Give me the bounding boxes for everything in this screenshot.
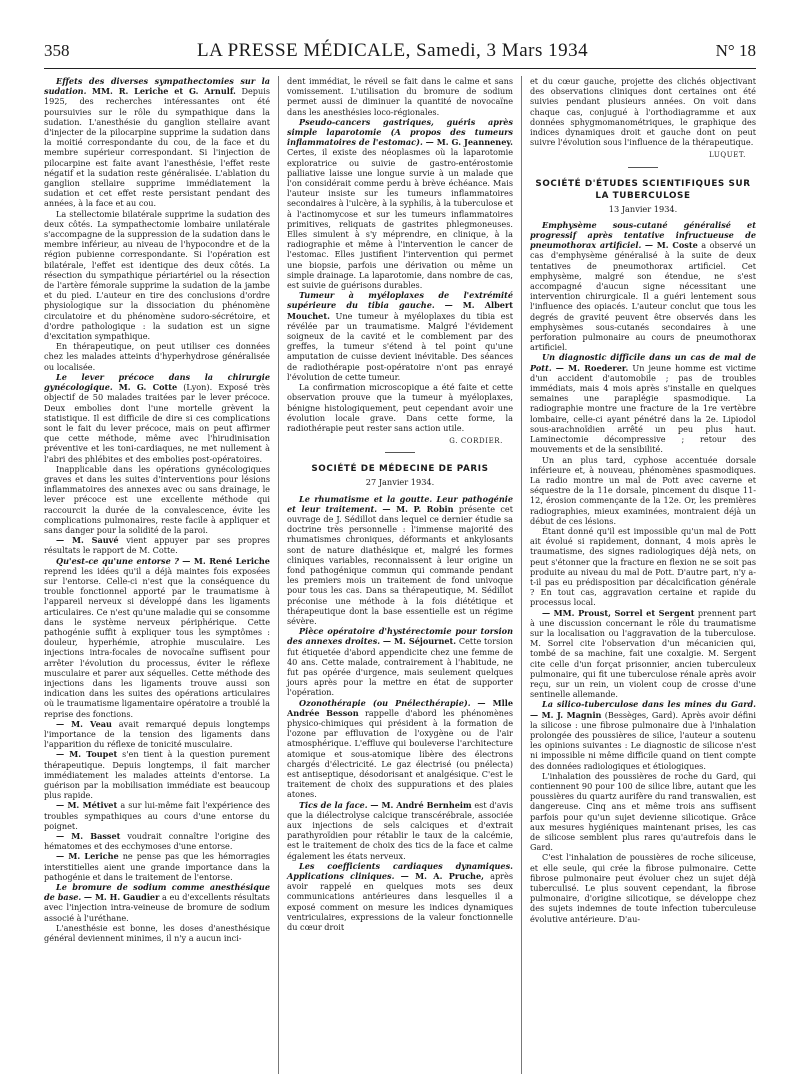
author-name: — M. André Bernheim	[370, 799, 472, 810]
paragraph-text: La confirmation microscopique a été faite et cette observation prouve que la tumeur à myéloplaxes, bénigne histologiquement, peut cependant avoir une évolution locale grave. Dans cette forme, la radiothérapie peut rester sans action utile.	[287, 382, 513, 433]
paragraph-text: ne pense pas que les hémorragies interstitielles aient une grande importance dans la pathogénie et dans le traitement de l'entorse.	[44, 851, 270, 882]
paragraph	[44, 749, 270, 800]
column-1	[44, 76, 270, 1074]
author-name: — M. René Leriche	[182, 555, 270, 566]
paragraph-text: Une tumeur à myéloplaxes du tibia est révélée par un traumatisme. Malgré l'évidement soigneux de la cavité et le comblement par des greffes, la tumeur s'étend à tel point qu'une amputation de cuisse devient inévitable. Des séances de radiothérapie post-opératoire n'ont pas enrayé l'évolution de cette tumeur.	[287, 310, 513, 382]
paragraph	[287, 290, 513, 382]
author-name: — M. Veau	[56, 718, 112, 729]
paragraph	[530, 76, 756, 147]
paragraph-text: Un jeune homme est victime d'un accident d'automobile ; pas de troubles immédiats, mais 4 mois après s'installe en quelques semaines une paraplégie spasmodique. La radiographie montre une fracture de la 1re vertèbre lombaire, celle-ci ayant pénétré dans la 2e. Lipiodol sous-arachnoïdien arrêté un peu plus haut. Laminectomie décompressive ; retour des mouvements et de la sensibilité.	[530, 362, 756, 455]
article-heading: Qu'est-ce qu'une entorse ?	[56, 555, 180, 566]
author-signature: LUQUET.	[709, 151, 746, 160]
paragraph	[530, 852, 756, 923]
paragraph	[44, 464, 270, 535]
article-heading: Le bromure de sodium comme anesthésique de base.	[44, 882, 270, 903]
paragraph	[44, 923, 270, 943]
author-name: M. G. Cotte	[118, 382, 178, 393]
paragraph-text: L'anesthésie est bonne, les doses d'anesthésique général deviennent minimes, il n'y a aucun inci-	[44, 922, 270, 944]
paragraph-text: (Lyon). Exposé très objectif de 50 malades traitées par le lever précoce. Deux embolies dont l'une mortelle grèvent la statistique. Il est difficile de dire si ces complications sont le fait du lever précoce, mais on peut affirmer que cette méthode, même avec l'hirudinisation préventive et les toni-cardiaques, ne met nullement à l'abri des phlébites et des embolies post-opératoires.	[44, 382, 270, 464]
author-name: MM. R. Leriche et G. Arnulf.	[92, 86, 236, 97]
issue-number: N° 18	[715, 41, 756, 60]
session-date: 27 Janvier 1934.	[365, 477, 435, 488]
paragraph	[287, 117, 513, 290]
paragraph	[44, 341, 270, 372]
page-header	[44, 40, 756, 66]
paragraph-text: rappelle d'abord les phénomènes physico-chimiques qui président à la formation de l'ozone par effluvation de l'oxygène ou de l'air atmosphérique. L'effluve qui bouleverse l'architecture atomique et sous-atomique libère des électrons chargés d'électricité. Le gaz électrisé (ou pnélecta) est antiseptique, désodorisant et analgésique. C'est le traitement de choix des suppurations et des plaies atones.	[287, 707, 513, 800]
paragraph-text: dent immédiat, le réveil se fait dans le calme et sans vomissement. L'utilisation du bromure de sodium permet aussi de diminuer la quantité de novocaïne dans les anesthésies loco-régionales.	[287, 76, 513, 117]
page-number: 358	[44, 41, 70, 60]
paragraph	[530, 455, 756, 526]
paragraph-text: Certes, il existe des néoplasmes où la laparotomie exploratrice ou suivie de gastro-entérostomie palliative laisse une longue survie à un malade que l'on considérait comme perdu à brève échéance. Mais l'auteur insiste sur les tumeurs inflammatoires secondaires à l'ulcère, à la syphilis, à la tuberculose et à l'actinomycose et sur les tumeurs inflammatoires primitives, reliquats de gastrites phlegmoneuses. Elles simulent à s'y méprendre, en clinique, à la radiographie et même à l'intervention le cancer de l'estomac. Elles justifient l'intervention qui permet une biopsie, parfois une dérivation ou même un simple drainage. La laparotomie, dans nombre de cas, est suivie de guérisons durables.	[287, 147, 513, 291]
paragraph-text: et du cœur gauche, projette des clichés objectivant des observations cliniques dont certaines ont été suivies pendant plusieurs années. On voit dans chaque cas, conjugué à l'orthodiagramme et aux données sphygmomanométriques, le graphique des indices dynamiques droit et gauche dont on peut suivre l'évolution sous l'influence de la thérapeutique.	[530, 76, 756, 148]
author-name: — M. Roederer.	[555, 362, 629, 373]
paragraph	[287, 861, 513, 932]
article-columns	[44, 76, 756, 1074]
author-name: — M. P. Robin	[382, 503, 454, 514]
article-heading: Ozonothérapie (ou Pnélecthérapie).	[299, 697, 471, 708]
paragraph	[44, 719, 270, 750]
paragraph	[530, 352, 756, 454]
paragraph-text: prennent part à une discussion concernant le rôle du traumatisme sur la localisation ou l'aggravation de la tuberculose. M. Sorrel cite l'observation d'un mécanicien qui, tombé de sa machine, fait une coxalgie. M. Sergent cite celle d'un forçat prisonnier, ancien tuberculeux pulmonaire, qui fit une tuberculose rénale après avoir reçu, sur un rein, un violent coup de crosse d'une sentinelle allemande.	[530, 607, 756, 700]
paragraph-text: présente cet ouvrage de J. Sédillot dans lequel ce dernier étudie sa doctrine très personnelle : l'immense majorité des rhumatismes chroniques, déformants et ankylosants sont de nature diathésique et, malgré les formes cliniques variables, reconnaissent à leur origine un fond pathogénique commun qui commande pendant les premiers mois un traitement de fond univoque pour tous les cas. Dans sa thérapeutique, M. Sédillot préconise une méthode à la fois diététique et thérapeutique dont la base essentielle est un régime sévère.	[287, 503, 513, 626]
paragraph-text: Inapplicable dans les opérations gynécologiques graves et dans les suites d'interventions pour lésions inflammatoires des annexes avec ou sans drainage, le lever précoce est une excellente méthode qui raccourcit la durée de la convalescence, évite les complications pulmonaires, reste facile à appliquer et sans danger pour la solidité de la paroi.	[44, 463, 270, 535]
paragraph-text: voudrait connaître l'origine des hématomes et des ecchymoses d'une entorse.	[44, 831, 270, 852]
paragraph-text: La stellectomie bilatérale supprime la sudation des deux côtés. La sympathectomie lombaire unilatérale s'accompagne de la suppression de la sudation dans le membre inférieur, au niveau de l'hypocondre et de la région pubienne correspondante. Si l'opération est bilatérale, l'effet est identique des deux côtés. La résection du sympathique périartériel ou la résection de l'artère fémorale supprime la sudation de la jambe et du pied. L'auteur en tire des conclusions d'ordre physiologique sur la dissociation du phénomène circulatoire et du phénomène sudoro-sécrétoire, et d'ordre pathologique : la sudation est un signe d'excitation sympathique.	[44, 208, 270, 342]
author-name: — M. Albert Mouchet.	[287, 300, 513, 321]
paragraph-text: L'inhalation des poussières de roche du Gard, qui contiennent 90 pour 100 de silice libre, autant que les poussières du quartz aurifère du rand transwalien, est dangereuse. Cinq ans et même trois ans suffisent parfois pour qu'un sujet devienne silicotique. Grâce aux mesures hygiéniques maintenant prises, les cas de silicose semblent plus rares qu'autrefois dans le Gard.	[530, 770, 756, 853]
article-heading: Le rhumatisme et la goutte. Leur pathogénie et leur traitement.	[287, 493, 513, 514]
author-name: — M. J. Magnin	[530, 709, 602, 720]
author-name: — M. A. Pruche,	[400, 871, 484, 882]
session-date: 13 Janvier 1934.	[608, 203, 678, 214]
article-heading: Tics de la face.	[299, 799, 368, 810]
paragraph	[530, 771, 756, 853]
society-heading: SOCIÉTÉ D'ÉTUDES SCIENTIFIQUES SUR LA TUBERCULOSE	[535, 178, 751, 201]
paragraph-text: Étant donné qu'il est impossible qu'un mal de Pott ait évolué si rapidement, donnant, 4 mois après le traumatisme, des signes radiologiques déjà nets, on peut s'étonner que la fracture en flexion ne se soit pas produite au niveau du mal de Pott. D'autre part, n'y a-t-il pas eu prédisposition par décalcification générale ? En tout cas, aggravation certaine et rapide du processus local.	[530, 525, 756, 608]
author-name: — M. Séjournet.	[382, 636, 457, 647]
article-heading: Les coefficients cardiaques dynamiques. Applications cliniques.	[287, 860, 513, 882]
author-name: — M. Métivet	[56, 800, 118, 811]
paragraph	[530, 608, 756, 700]
paragraph-text: En thérapeutique, on peut utiliser ces données chez les malades atteints d'hyperhydrose généralisée ou localisée.	[44, 341, 270, 372]
column-3	[521, 76, 756, 1074]
author-name: — M. H. Gaudier	[83, 892, 160, 903]
paragraph-text: a sur lui-même fait l'expérience des troubles sympathiques au cours d'une entorse du poignet.	[44, 800, 270, 831]
paragraph	[44, 851, 270, 882]
article-heading: Le lever précoce dans la chirurgie gynécologique.	[44, 371, 270, 393]
author-name: — M. G. Jeanneney.	[425, 137, 513, 148]
paragraph	[44, 76, 270, 209]
article-heading: Pseudo-cancers gastriques, guéris après simple laparotomie (A propos des tumeurs inflammatoires de l'estomac).	[287, 116, 513, 148]
paragraph-text: est d'avis que la diélectrolyse calcique transcérébrale, associée aux injections de sels calciques et d'extrait parathyroïdien pour rétablir le taux de la calcémie, est le traitement de choix des tics de la face et calme également les états nerveux.	[287, 799, 513, 861]
article-heading: Un diagnostic difficile dans un cas de mal de Pott.	[530, 352, 756, 373]
section-divider	[385, 452, 415, 453]
header-rule	[44, 68, 756, 69]
paragraph	[44, 556, 270, 719]
paragraph-text: après avoir rappelé en quelques mots ses deux communications antérieures dans lesquelles il a exposé comment on mesure les indices dynamiques ventriculaires, expressions de la valeur fonctionnelle du cœur droit	[287, 871, 513, 933]
paragraph	[530, 526, 756, 608]
paragraph	[44, 800, 270, 831]
paragraph	[287, 800, 513, 861]
paragraph	[530, 699, 756, 770]
article-heading: Pièce opératoire d'hystérectomie pour torsion des annexes droites.	[287, 626, 513, 647]
paragraph	[44, 372, 270, 464]
column-2	[278, 76, 513, 1074]
paragraph-text: (Bessèges, Gard). Après avoir défini la silicose : une fibrose pulmonaire due à l'inhalation prolongée des poussières de silice, l'auteur a soutenu les opinions suivantes : Le diagnostic de silicose n'est ni impossible ni même difficile quand on tient compte des données radiologiques et étiologiques.	[530, 709, 756, 771]
author-name: — M. Coste	[644, 240, 698, 251]
author-name: — Mlle Andrée Besson	[287, 697, 513, 718]
paragraph	[287, 382, 513, 433]
author-name: — MM. Proust, Sorrel et Sergent	[542, 607, 695, 618]
article-heading: Tumeur à myéloplaxes de l'extrémité supérieure du tibia gauche.	[287, 290, 513, 311]
paragraph-text: a eu d'excellents résultats avec l'injection intra-veineuse de bromure de sodium associé à l'uréthane.	[44, 892, 270, 923]
paragraph	[287, 626, 513, 697]
paragraph	[44, 535, 270, 555]
paragraph-text: Cette torsion fut étiquetée d'abord appendicite chez une femme de 40 ans. Cette malade, contrairement à l'habitude, ne fut pas opérée d'urgence, mais seulement quelques jours après pour la mettre en état de supporter l'opération.	[287, 636, 513, 698]
author-signature: G. CORDIER.	[449, 437, 503, 446]
paragraph-text: s'en tient à la question purement thérapeutique. Depuis longtemps, il fait marcher immédiatement les malades atteints d'entorse. La guérison par la mobilisation immédiate est beaucoup plus rapide.	[44, 749, 270, 801]
paragraph	[287, 698, 513, 800]
paragraph	[44, 882, 270, 923]
paragraph	[287, 76, 513, 117]
paragraph-text: Depuis 1925, des recherches intéressantes ont été poursuivies sur le rôle du sympathique dans la sudation. L'anesthésie du ganglion stellaire avant d'injecter de la pilocarpine supprime la sudation dans la moitié correspondante du cou, de la face et du membre supérieur correspondant. Si l'injection de pilocarpine est faite avant l'anesthésie, l'effet reste négatif et la sudation reste généralisée. L'ablation du ganglion stellaire supprime immédiatement la sudation et cet effet reste persistant pendant des années, à la face et au cou.	[44, 86, 270, 209]
paragraph	[530, 220, 756, 353]
society-heading: SOCIÉTÉ DE MÉDECINE DE PARIS	[311, 464, 489, 475]
paragraph	[44, 209, 270, 342]
journal-title: LA PRESSE MÉDICALE, Samedi, 3 Mars 1934	[197, 40, 589, 61]
article-heading: Effets des diverses sympathectomies sur la sudation.	[44, 76, 270, 97]
paragraph-text: reprend les idées qu'il a déjà maintes fois exposées sur l'entorse. Celle-ci n'est que la conséquence du trouble fonctionnel apporté par le traumatisme à l'appareil nerveux si développé dans les ligaments articulaires. Ce n'est qu'une maladie qui se consomme dans le système nerveux périphérique. Cette pathogénie suffit à expliquer tous les symptômes : douleur, hyperhémie, atrophie musculaire. Les injections intra-focales de novocaïne suffisent pour arrêter l'évolution du processus, éviter le réflexe musculaire et parer aux séquelles. Cette méthode des injections dans les ligaments trouve aussi son indication dans les suites des opérations articulaires où le traumatisme ligamentaire opératoire a troublé la reprise des fonctions.	[44, 565, 270, 719]
author-name: — M. Leriche	[56, 851, 119, 862]
paragraph-text: a observé un cas d'emphysème généralisé à la suite de deux tentatives de pneumothorax artificiel. Cet emphysème, malgré son étendue, ne s'est accompagné d'aucun signe nécessitant une intervention chirurgicale. Il a guéri lentement sous l'influence des opiacés. L'auteur conclut que tous les degrés de gravité peuvent être observés dans les emphysèmes sous-cutanés secondaires à une perforation pulmonaire au cours de pneumothorax artificiel.	[530, 240, 756, 353]
paragraph	[287, 494, 513, 627]
paragraph-text: avait remarqué depuis longtemps l'importance de la tension des ligaments dans l'apparition du réflexe de tonicité musculaire.	[44, 718, 270, 750]
article-heading: La silico-tuberculose dans les mines du Gard.	[542, 699, 756, 710]
paragraph-text: Un an plus tard, cyphose accentuée dorsale inférieure et, à nouveau, phénomènes spasmodiques. La radio montre un mal de Pott avec caverne et séquestre de la 11e dorsale, pincement du disque 11-12, érosion commençante de la 12e. Or, les premières radiographies, mieux examinées, montraient déjà un début de ces lésions.	[530, 454, 756, 526]
paragraph-text: vient appuyer par ses propres résultats le rapport de M. Cotte.	[44, 535, 270, 556]
author-name: — M. Basset	[56, 831, 121, 842]
paragraph	[44, 831, 270, 851]
author-name: — M. Sauvé	[56, 535, 119, 546]
author-name: — M. Toupet	[56, 749, 118, 760]
section-divider	[628, 167, 658, 168]
paragraph-text: C'est l'inhalation de poussières de roche siliceuse, et elle seule, qui crée la fibrose pulmonaire. Cette fibrose pulmonaire peut évoluer chez un sujet déjà tuberculisé. Le plus souvent cependant, la fibrose pulmonaire, d'origine silicotique, se développe chez des sujets indemnes de toute infection tuberculeuse évolutive antérieure. D'au-	[530, 852, 756, 924]
article-heading: Emphysème sous-cutané généralisé et progressif après tentative infructueuse de pneumothorax artificiel.	[530, 219, 756, 251]
